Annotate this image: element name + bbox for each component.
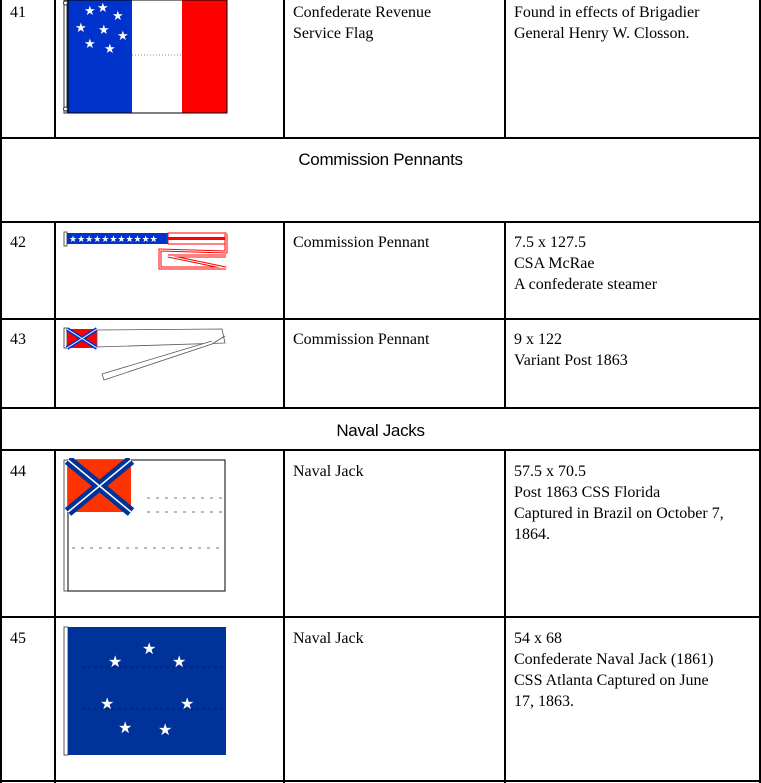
row-number: 44 <box>10 463 26 480</box>
flag-name: Commission Pennant <box>293 331 430 348</box>
svg-text:★: ★ <box>75 21 87 36</box>
svg-text:★: ★ <box>112 9 124 24</box>
flag-details: 7.5 x 127.5 CSA McRae A confederate steamer <box>514 234 658 293</box>
revenue-flag-icon <box>62 0 230 116</box>
svg-text:★: ★ <box>180 694 195 713</box>
stars-stripes-pennant-icon <box>62 230 232 272</box>
flag-name: Naval Jack <box>293 463 364 480</box>
flag-name: Naval Jack <box>293 630 364 647</box>
flag-details: Found in effects of Brigadier General Henry W. Closson. <box>514 4 700 42</box>
battle-cross-jack-icon <box>62 458 230 594</box>
section-heading: Commission Pennants <box>298 150 463 169</box>
svg-text:★: ★ <box>104 42 116 57</box>
svg-text:★: ★ <box>158 720 173 739</box>
svg-text:★: ★ <box>100 694 115 713</box>
svg-text:★★★★★★★★★★★: ★★★★★★★★★★★ <box>69 235 158 245</box>
svg-text:★: ★ <box>97 1 109 16</box>
row-number: 42 <box>10 234 26 251</box>
row-number: 45 <box>10 630 26 647</box>
flag-name: Commission Pennant <box>293 234 430 251</box>
flag-name: Confederate Revenue Service Flag <box>293 4 432 42</box>
svg-text:★: ★ <box>98 23 110 38</box>
svg-text:★: ★ <box>142 639 157 658</box>
flag-details: 57.5 x 70.5 Post 1863 CSS Florida Captured in Brazil on October 7, 1864. <box>514 463 724 543</box>
row-number: 43 <box>10 331 26 348</box>
battle-cross-pennant-icon <box>62 326 232 386</box>
svg-text:★: ★ <box>108 652 123 671</box>
svg-text:★: ★ <box>172 652 187 671</box>
row-number: 41 <box>10 4 26 21</box>
flag-details: 54 x 68 Confederate Naval Jack (1861) CSS Atlanta Captured on June 17, 1863. <box>514 630 714 710</box>
svg-text:★: ★ <box>84 4 96 19</box>
section-heading: Naval Jacks <box>336 421 425 440</box>
svg-text:★: ★ <box>118 718 133 737</box>
svg-text:★: ★ <box>84 37 96 52</box>
svg-text:★: ★ <box>117 29 129 44</box>
blue-star-jack-icon <box>62 625 230 759</box>
flag-details: 9 x 122 Variant Post 1863 <box>514 331 628 369</box>
